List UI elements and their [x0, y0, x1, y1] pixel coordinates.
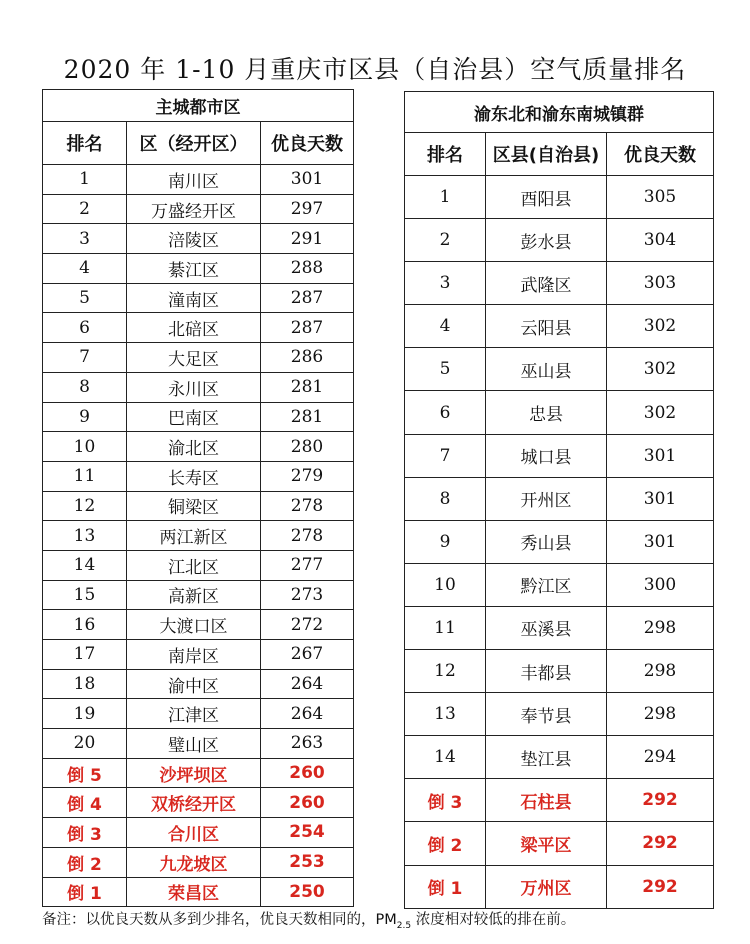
table-row: [405, 176, 714, 219]
district-cell: 巴南区: [127, 402, 261, 432]
good-days-cell: 302: [607, 391, 714, 434]
table-row: [43, 224, 354, 254]
good-days-cell: 301: [261, 165, 354, 195]
good-days-cell: 264: [261, 669, 354, 699]
rank-cell: 6: [43, 313, 127, 343]
good-days-cell: 297: [261, 194, 354, 224]
rank-cell: 倒 4: [43, 788, 127, 818]
table-row: [43, 610, 354, 640]
district-cell: 万州区: [486, 865, 607, 908]
good-days-cell: 279: [261, 461, 354, 491]
northeast-southeast-ranking-table: [404, 91, 714, 909]
table-row: [43, 640, 354, 670]
rank-cell: 10: [43, 432, 127, 462]
rank-cell: 倒 1: [405, 865, 486, 908]
rank-cell: 1: [43, 165, 127, 195]
rank-cell: 14: [43, 550, 127, 580]
good-days-cell: 273: [261, 580, 354, 610]
table-caption: 主城都市区: [43, 90, 354, 122]
district-cell: 永川区: [127, 372, 261, 402]
district-cell: 丰都县: [486, 650, 607, 693]
table-row: [43, 372, 354, 402]
good-days-cell: 281: [261, 372, 354, 402]
rank-cell: 倒 3: [43, 818, 127, 848]
good-days-cell: 288: [261, 254, 354, 284]
good-days-cell: 300: [607, 563, 714, 606]
good-days-cell: 304: [607, 219, 714, 262]
table-row: [43, 402, 354, 432]
rank-cell: 4: [405, 305, 486, 348]
district-cell: 彭水县: [486, 219, 607, 262]
district-cell: 奉节县: [486, 693, 607, 736]
rank-cell: 倒 1: [43, 877, 127, 907]
rank-cell: 12: [405, 650, 486, 693]
table-row-bottom-ranked: [405, 822, 714, 865]
good-days-cell: 301: [607, 520, 714, 563]
good-days-cell: 302: [607, 348, 714, 391]
rank-cell: 7: [405, 434, 486, 477]
table-row: [43, 165, 354, 195]
table-row: [43, 491, 354, 521]
table-row-bottom-ranked: [43, 847, 354, 877]
rank-cell: 18: [43, 669, 127, 699]
district-cell: 黔江区: [486, 563, 607, 606]
rank-cell: 13: [405, 693, 486, 736]
table-row: [43, 729, 354, 759]
table-row: [43, 550, 354, 580]
table-row: [43, 699, 354, 729]
table-row: [405, 219, 714, 262]
good-days-cell: 254: [261, 818, 354, 848]
good-days-cell: 250: [261, 877, 354, 907]
table-row: [405, 520, 714, 563]
rank-cell: 7: [43, 343, 127, 373]
rank-cell: 12: [43, 491, 127, 521]
rank-cell: 2: [405, 219, 486, 262]
district-cell: 长寿区: [127, 461, 261, 491]
district-cell: 云阳县: [486, 305, 607, 348]
good-days-cell: 260: [261, 788, 354, 818]
table-row: [43, 343, 354, 373]
table-row: [405, 606, 714, 649]
table-row: [405, 434, 714, 477]
good-days-cell: 278: [261, 491, 354, 521]
rank-cell: 6: [405, 391, 486, 434]
district-cell: 江北区: [127, 550, 261, 580]
district-cell: 沙坪坝区: [127, 758, 261, 788]
rank-cell: 3: [43, 224, 127, 254]
table-row: [405, 563, 714, 606]
page-title: 2020 年 1-10 月重庆市区县（自治县）空气质量排名: [63, 55, 687, 84]
district-cell: 石柱县: [486, 779, 607, 822]
table-row-bottom-ranked: [43, 818, 354, 848]
rank-cell: 2: [43, 194, 127, 224]
rank-cell: 20: [43, 729, 127, 759]
table-row: [43, 313, 354, 343]
district-cell: 巫溪县: [486, 606, 607, 649]
good-days-cell: 303: [607, 262, 714, 305]
good-days-cell: 264: [261, 699, 354, 729]
table-row-bottom-ranked: [43, 758, 354, 788]
rank-cell: 19: [43, 699, 127, 729]
rank-cell: 14: [405, 736, 486, 779]
rank-cell: 5: [43, 283, 127, 313]
rank-cell: 9: [405, 520, 486, 563]
rank-cell: 17: [43, 640, 127, 670]
table-row: [43, 461, 354, 491]
rank-cell: 倒 3: [405, 779, 486, 822]
district-cell: 大渡口区: [127, 610, 261, 640]
district-cell: 双桥经开区: [127, 788, 261, 818]
column-header-rank: 排名: [405, 133, 486, 176]
district-cell: 高新区: [127, 580, 261, 610]
district-cell: 潼南区: [127, 283, 261, 313]
good-days-cell: 277: [261, 550, 354, 580]
rank-cell: 15: [43, 580, 127, 610]
district-cell: 梁平区: [486, 822, 607, 865]
district-cell: 江津区: [127, 699, 261, 729]
table-caption: 渝东北和渝东南城镇群: [405, 92, 714, 133]
good-days-cell: 281: [261, 402, 354, 432]
good-days-cell: 260: [261, 758, 354, 788]
district-cell: 綦江区: [127, 254, 261, 284]
district-cell: 两江新区: [127, 521, 261, 551]
district-cell: 秀山县: [486, 520, 607, 563]
district-cell: 垫江县: [486, 736, 607, 779]
district-cell: 璧山区: [127, 729, 261, 759]
footnote-subscript: 2.5: [396, 920, 412, 931]
district-cell: 武隆区: [486, 262, 607, 305]
table-row: [43, 432, 354, 462]
good-days-cell: 292: [607, 865, 714, 908]
good-days-cell: 301: [607, 477, 714, 520]
table-row: [405, 391, 714, 434]
table-row-bottom-ranked: [43, 877, 354, 907]
good-days-cell: 292: [607, 779, 714, 822]
rank-cell: 8: [405, 477, 486, 520]
column-header-good-days: 优良天数: [607, 133, 714, 176]
good-days-cell: 302: [607, 305, 714, 348]
good-days-cell: 272: [261, 610, 354, 640]
table-row: [43, 669, 354, 699]
rank-cell: 13: [43, 521, 127, 551]
table-row: [405, 477, 714, 520]
table-row: [43, 283, 354, 313]
good-days-cell: 287: [261, 283, 354, 313]
table-row: [405, 262, 714, 305]
good-days-cell: 286: [261, 343, 354, 373]
good-days-cell: 278: [261, 521, 354, 551]
footnote-text: 备注：以优良天数从多到少排名，优良天数相同的，PM: [42, 912, 397, 928]
table-row-bottom-ranked: [405, 779, 714, 822]
good-days-cell: 301: [607, 434, 714, 477]
rank-cell: 11: [405, 606, 486, 649]
table-row: [43, 194, 354, 224]
table-row: [405, 650, 714, 693]
good-days-cell: 287: [261, 313, 354, 343]
district-cell: 涪陵区: [127, 224, 261, 254]
district-cell: 南岸区: [127, 640, 261, 670]
table-row: [43, 254, 354, 284]
rank-cell: 倒 5: [43, 758, 127, 788]
column-header-rank: 排名: [43, 122, 127, 165]
column-header-good-days: 优良天数: [261, 122, 354, 165]
district-cell: 铜梁区: [127, 491, 261, 521]
district-cell: 南川区: [127, 165, 261, 195]
district-cell: 九龙坡区: [127, 847, 261, 877]
footnote-text-end: 浓度相对较低的排在前。: [411, 912, 576, 928]
rank-cell: 16: [43, 610, 127, 640]
district-cell: 大足区: [127, 343, 261, 373]
rank-cell: 倒 2: [43, 847, 127, 877]
good-days-cell: 294: [607, 736, 714, 779]
rank-cell: 3: [405, 262, 486, 305]
good-days-cell: 263: [261, 729, 354, 759]
rank-cell: 9: [43, 402, 127, 432]
rank-cell: 8: [43, 372, 127, 402]
district-cell: 忠县: [486, 391, 607, 434]
good-days-cell: 305: [607, 176, 714, 219]
column-header-district: 区（经开区）: [127, 122, 261, 165]
column-header-county: 区县(自治县): [486, 133, 607, 176]
district-cell: 北碚区: [127, 313, 261, 343]
table-row: [43, 521, 354, 551]
rank-cell: 1: [405, 176, 486, 219]
district-cell: 合川区: [127, 818, 261, 848]
good-days-cell: 298: [607, 650, 714, 693]
rank-cell: 4: [43, 254, 127, 284]
good-days-cell: 292: [607, 822, 714, 865]
district-cell: 酉阳县: [486, 176, 607, 219]
good-days-cell: 298: [607, 693, 714, 736]
good-days-cell: 267: [261, 640, 354, 670]
district-cell: 渝北区: [127, 432, 261, 462]
good-days-cell: 298: [607, 606, 714, 649]
good-days-cell: 253: [261, 847, 354, 877]
table-row-bottom-ranked: [43, 788, 354, 818]
district-cell: 巫山县: [486, 348, 607, 391]
district-cell: 荣昌区: [127, 877, 261, 907]
rank-cell: 11: [43, 461, 127, 491]
rank-cell: 5: [405, 348, 486, 391]
district-cell: 万盛经开区: [127, 194, 261, 224]
district-cell: 开州区: [486, 477, 607, 520]
table-row: [405, 348, 714, 391]
table-row: [405, 305, 714, 348]
footnote: [42, 908, 742, 931]
table-row: [43, 580, 354, 610]
table-row: [405, 736, 714, 779]
good-days-cell: 291: [261, 224, 354, 254]
district-cell: 城口县: [486, 434, 607, 477]
table-row: [405, 693, 714, 736]
good-days-cell: 280: [261, 432, 354, 462]
rank-cell: 10: [405, 563, 486, 606]
table-row-bottom-ranked: [405, 865, 714, 908]
district-cell: 渝中区: [127, 669, 261, 699]
rank-cell: 倒 2: [405, 822, 486, 865]
main-urban-ranking-table: [42, 89, 354, 907]
